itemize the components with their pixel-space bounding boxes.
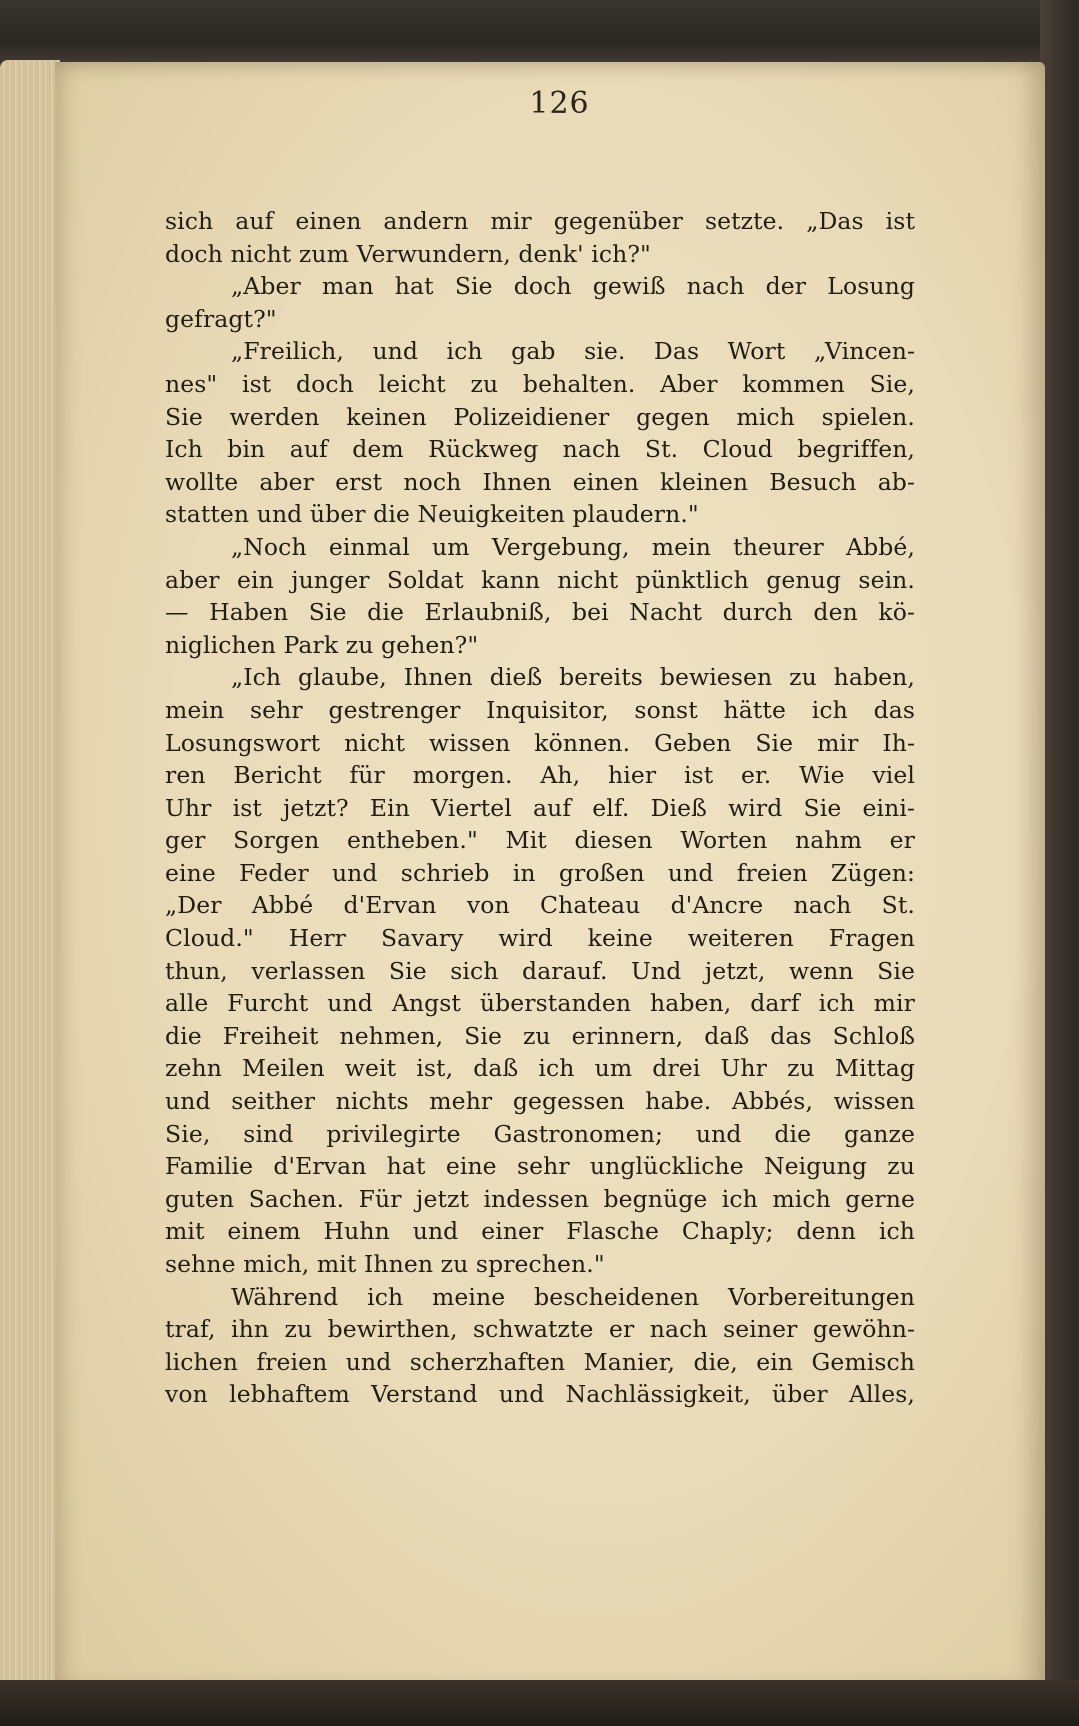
- text-line: traf, ihn zu bewirthen, schwatzte er nach seiner gewöhn-: [165, 1315, 915, 1344]
- text-line: alle Furcht und Angst überstanden haben, darf ich mir: [165, 989, 915, 1018]
- text-line: niglichen Park zu gehen?": [165, 630, 479, 659]
- text-line: doch nicht zum Verwundern, denk' ich?": [165, 239, 651, 268]
- text-line: — Haben Sie die Erlaubniß, bei Nacht durch den kö-: [165, 598, 915, 627]
- text-line: „Ich glaube, Ihnen dieß bereits bewiesen zu haben,: [231, 663, 915, 692]
- text-line: mein sehr gestrenger Inquisitor, sonst hätte ich das: [165, 695, 915, 724]
- text-line: eine Feder und schrieb in großen und freien Zügen:: [165, 858, 915, 887]
- text-line: Uhr ist jetzt? Ein Viertel auf elf. Dieß wird Sie eini-: [165, 793, 915, 822]
- page-stack-edges: [0, 60, 60, 1700]
- text-line: sich auf einen andern mir gegenüber setzte. „Das ist: [165, 207, 915, 235]
- text-line: ren Bericht für morgen. Ah, hier ist er. Wie viel: [165, 761, 915, 790]
- page-text-block: [165, 205, 915, 1411]
- text-line: nes" ist doch leicht zu behalten. Aber kommen Sie,: [165, 369, 915, 398]
- text-line: die Freiheit nehmen, Sie zu erinnern, daß das Schloß: [165, 1021, 915, 1050]
- book-cover-bottom-edge: [0, 1680, 1079, 1726]
- text-line: „Aber man hat Sie doch gewiß nach der Losung: [231, 272, 915, 301]
- text-line: Sie, sind privilegirte Gastronomen; und die ganze: [165, 1119, 915, 1148]
- text-line: thun, verlassen Sie sich darauf. Und jetzt, wenn Sie: [165, 956, 915, 985]
- text-line: sehne mich, mit Ihnen zu sprechen.": [165, 1250, 605, 1278]
- text-line: mit einem Huhn und einer Flasche Chaply; denn ich: [165, 1217, 915, 1246]
- text-line: Sie werden keinen Polizeidiener gegen mich spielen.: [165, 402, 915, 431]
- text-line: guten Sachen. Für jetzt indessen begnüge ich mich gerne: [165, 1184, 915, 1213]
- text-line: Ich bin auf dem Rückweg nach St. Cloud begriffen,: [165, 435, 915, 464]
- page-number: 126: [529, 86, 590, 121]
- text-line: wollte aber erst noch Ihnen einen kleinen Besuch ab-: [165, 467, 915, 496]
- text-line: ger Sorgen entheben." Mit diesen Worten nahm er: [165, 826, 915, 855]
- text-line: Familie d'Ervan hat eine sehr unglückliche Neigung zu: [165, 1152, 915, 1181]
- text-line: Cloud." Herr Savary wird keine weiteren Fragen: [165, 924, 915, 953]
- text-line: zehn Meilen weit ist, daß ich um drei Uhr zu Mittag: [165, 1054, 915, 1083]
- text-line: gefragt?": [165, 304, 277, 333]
- text-line: „Freilich, und ich gab sie. Das Wort „Vincen-: [231, 337, 915, 366]
- text-line: Während ich meine bescheidenen Vorbereitungen: [231, 1282, 915, 1311]
- book-cover-right-edge: [1040, 0, 1079, 1726]
- text-line: von lebhaftem Verstand und Nachlässigkeit, über Alles,: [165, 1380, 915, 1409]
- text-line: „Der Abbé d'Ervan von Chateau d'Ancre nach St.: [165, 891, 915, 920]
- text-line: „Noch einmal um Vergebung, mein theurer Abbé,: [231, 532, 915, 561]
- text-line: und seither nichts mehr gegessen habe. Abbés, wissen: [165, 1087, 915, 1116]
- text-line: statten und über die Neuigkeiten plaudern.": [165, 500, 699, 529]
- text-line: lichen freien und scherzhaften Manier, die, ein Gemisch: [165, 1347, 915, 1376]
- text-line: Losungswort nicht wissen können. Geben Sie mir Ih-: [165, 728, 915, 757]
- book-cover-top-edge: [0, 0, 1079, 70]
- text-line: aber ein junger Soldat kann nicht pünktlich genug sein.: [165, 565, 915, 594]
